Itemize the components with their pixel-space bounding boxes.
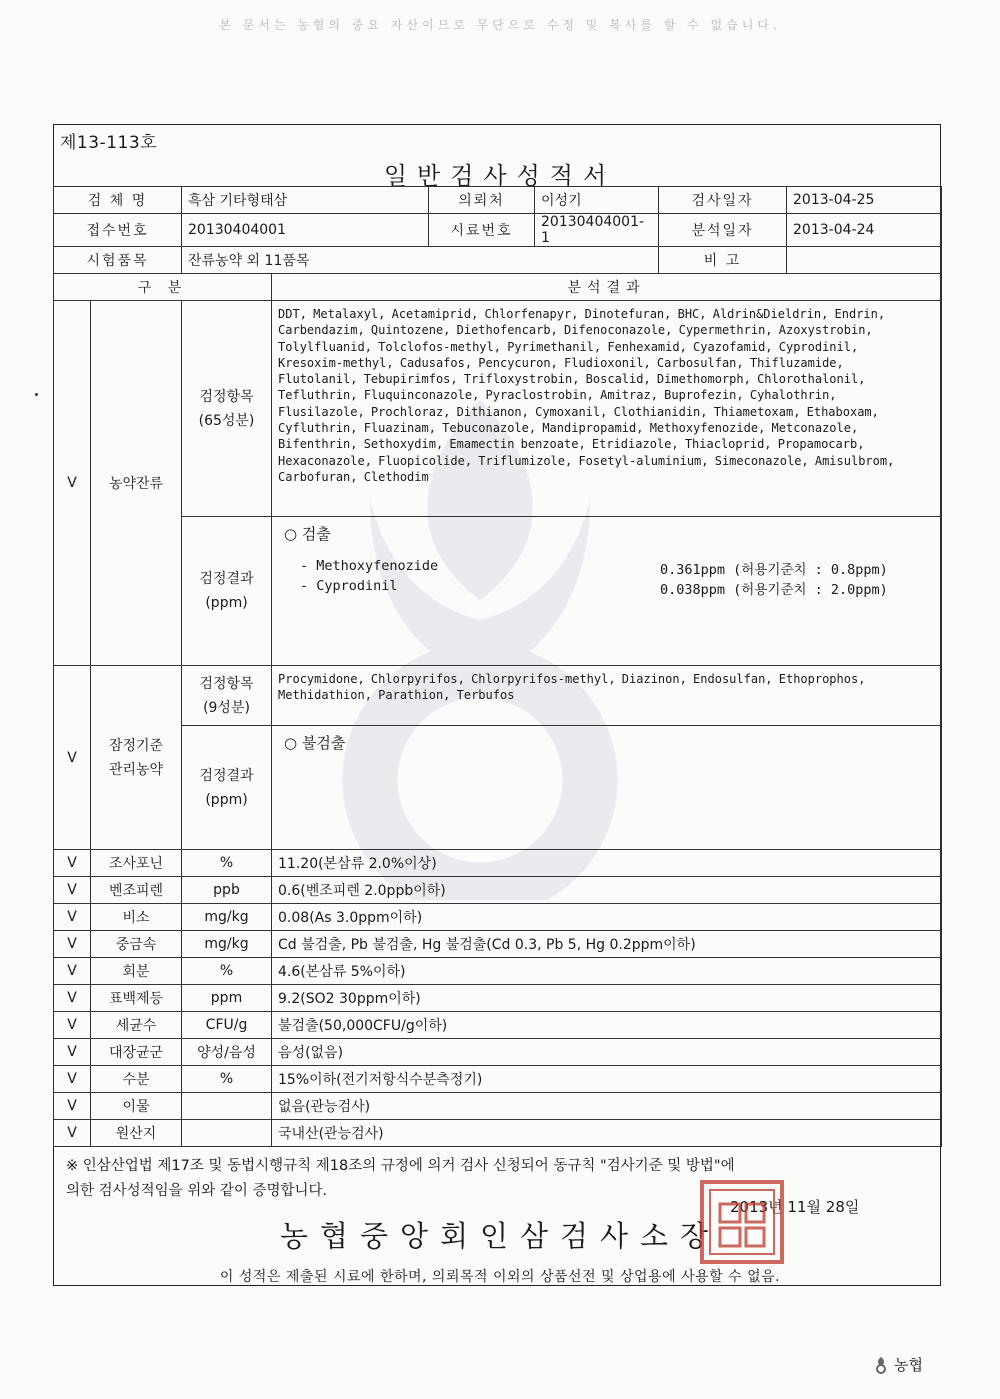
result-row	[54, 1093, 942, 1120]
issue-date: 2013년 11월 28일	[730, 1198, 860, 1216]
row-unit	[182, 1120, 272, 1147]
receipt-no-value: 20130404001	[182, 214, 429, 247]
header-row-1	[54, 187, 942, 214]
detection-line	[300, 578, 935, 598]
remarks-value	[787, 247, 942, 274]
top-notice: 본 문서는 농협의 중요 자산이므로 무단으로 수정 및 복사를 할 수 없습니다.	[219, 18, 781, 32]
test-items-label: 시험품목	[54, 247, 182, 274]
result-row	[54, 1039, 942, 1066]
row-name: 조사포닌	[91, 850, 182, 877]
footer-disclaimer: 이 성적은 제출된 시료에 한하며, 의뢰목적 이외의 상품선전 및 상업용에 사용할 수 없음.	[219, 1269, 781, 1285]
row-check: V	[54, 1039, 91, 1066]
row-unit: CFU/g	[182, 1012, 272, 1039]
row-name: 회분	[91, 958, 182, 985]
official-seal-stamp	[694, 1174, 790, 1270]
result-row	[54, 877, 942, 904]
row-result: 0.08(As 3.0ppm이하)	[272, 904, 942, 931]
row-result: 국내산(관능검사)	[272, 1120, 942, 1147]
detection-name: - Cyprodinil	[300, 578, 398, 594]
certification-note-line-2: 의한 검사성적임을 위와 같이 증명합니다.	[66, 1183, 328, 1199]
pesticide-item-line: Cyfluthrin, Fluazinam, Tebuconazole, Mandipropamid, Methoxyfenozide, Metconazole,	[278, 421, 859, 436]
sample-no-label: 시료번호	[429, 214, 535, 247]
row-result: 9.2(SO2 30ppm이하)	[272, 985, 942, 1012]
row-name: 표백제등	[91, 985, 182, 1012]
remarks-label: 비 고	[659, 247, 787, 274]
row-result: 음성(없음)	[272, 1039, 942, 1066]
row-check: V	[54, 1012, 91, 1039]
sample-no-value: 20130404001-1	[535, 214, 659, 247]
row-result: 0.6(벤조피렌 2.0ppb이하)	[272, 877, 942, 904]
row-check: V	[54, 1093, 91, 1120]
row-name: 비소	[91, 904, 182, 931]
provisional-items-label	[182, 666, 272, 726]
pesticide-item-line: Hexaconazole, Fluopicolide, Triflumizole, Fosetyl-aluminium, Simeconazole, Amisulbrom,	[278, 453, 895, 468]
result-row	[54, 1012, 942, 1039]
pesticide-item-line: Bifenthrin, Sethoxydim, Emamectin benzoate, Etridiazole, Thiacloprid, Propamocarb,	[278, 437, 865, 452]
provisional-result-label	[182, 726, 272, 850]
brand-mark	[872, 1354, 923, 1375]
document-number: 제13-113호	[60, 133, 158, 153]
pesticide-item-line: Flutolanil, Tebupirimfos, Trifloxystrobin, Boscalid, Dimethomorph, Chlorothalonil,	[278, 372, 866, 387]
test-items-value: 잔류농약 외 11품목	[182, 247, 659, 274]
row-check: V	[54, 850, 91, 877]
result-row	[54, 1066, 942, 1093]
pesticide-item-line: Carbendazim, Quintozene, Diethofencarb, Difenoconazole, Cypermethrin, Azoxystrobin,	[278, 323, 873, 338]
row-unit: %	[182, 1066, 272, 1093]
pesticide-item-line: Tefluthrin, Fluquinconazole, Pyraclostrobin, Amitraz, Buprofezin, Cyhalothrin,	[278, 388, 837, 403]
provisional-name-1: 잠정기준	[108, 737, 164, 754]
header-row-2	[54, 214, 942, 247]
provisional-result-row	[54, 726, 942, 850]
issuer-name: 농협중앙회인삼검사소장	[279, 1219, 721, 1253]
row-check: V	[54, 985, 91, 1012]
provisional-item-line: Methidathion, Parathion, Terbufos	[278, 688, 515, 703]
result-row	[54, 985, 942, 1012]
row-unit: ppm	[182, 985, 272, 1012]
provisional-check: V	[54, 666, 91, 850]
row-unit	[182, 1093, 272, 1120]
sample-name-label: 검 체 명	[54, 187, 182, 214]
pesticide-result	[272, 517, 942, 666]
provisional-items-label-1: 검정항목	[199, 675, 254, 692]
pesticide-item-line: Tolylfluanid, Tolclofos-methyl, Pyrimethanil, Fenhexamid, Cyazofamid, Cyprodinil,	[278, 339, 859, 354]
row-check: V	[54, 931, 91, 958]
pesticide-items-label-2: (65성분)	[198, 412, 255, 429]
result-row	[54, 904, 942, 931]
client-value: 이성기	[535, 187, 659, 214]
row-check: V	[54, 958, 91, 985]
row-name: 수분	[91, 1066, 182, 1093]
row-unit: %	[182, 850, 272, 877]
section-header-row	[54, 274, 942, 301]
pesticide-name: 농약잔류	[91, 301, 182, 666]
provisional-result-status: ○ 불검출	[284, 734, 346, 752]
header-row-3	[54, 247, 942, 274]
nonghyup-logo-icon	[872, 1356, 890, 1374]
provisional-result-label-2: (ppm)	[205, 791, 248, 808]
scan-dot	[35, 393, 38, 396]
pesticide-result-label-1: 검정결과	[199, 571, 254, 587]
result-row	[54, 958, 942, 985]
report-title: 일반검사성적서	[383, 162, 617, 190]
pesticide-item-line: Carbofuran, Clethodim	[278, 469, 429, 484]
row-name: 세균수	[91, 1012, 182, 1039]
brand-name: 농협	[894, 1356, 923, 1374]
pesticide-items-label	[182, 301, 272, 517]
provisional-items-label-2: (9성분)	[203, 699, 250, 716]
row-name: 원산지	[91, 1120, 182, 1147]
pesticide-item-line: DDT, Metalaxyl, Acetamiprid, Chlorfenapyr, Dinotefuran, BHC, Aldrin&Dieldrin, Endrin,	[278, 307, 886, 321]
result-row	[54, 850, 942, 877]
row-name: 벤조피렌	[91, 877, 182, 904]
row-unit: mg/kg	[182, 904, 272, 931]
detection-line	[300, 558, 935, 578]
receipt-no-label: 접수번호	[54, 214, 182, 247]
row-result: 15%이하(전기저항식수분측정기)	[272, 1066, 942, 1093]
pesticide-result-status: ○ 검출	[284, 525, 331, 543]
provisional-name	[91, 666, 182, 850]
row-unit: ppb	[182, 877, 272, 904]
detection-name: - Methoxyfenozide	[300, 558, 439, 574]
row-result: 불검출(50,000CFU/g이하)	[272, 1012, 942, 1039]
pesticide-items-label-1: 검정항목	[199, 388, 254, 405]
result-header: 분석결과	[272, 274, 942, 301]
result-row	[54, 931, 942, 958]
analysis-date-value: 2013-04-24	[787, 214, 942, 247]
division-header: 구 분	[54, 274, 272, 301]
analysis-date-label: 분석일자	[659, 214, 787, 247]
row-result: 없음(관능검사)	[272, 1093, 942, 1120]
provisional-items-row	[54, 666, 942, 726]
provisional-items-list	[272, 666, 942, 726]
row-check: V	[54, 1120, 91, 1147]
pesticide-result-label-2: (ppm)	[205, 595, 248, 611]
pesticide-item-line: Flusilazole, Prochloraz, Dithianon, Cymoxanil, Clothianidin, Thiametoxam, Ethaboxam,	[278, 404, 879, 419]
row-unit: %	[182, 958, 272, 985]
provisional-name-2: 관리농약	[108, 761, 164, 778]
row-name: 대장균군	[91, 1039, 182, 1066]
pesticide-items-row	[54, 301, 942, 517]
pesticide-result-row	[54, 517, 942, 666]
row-result: 11.20(본삼류 2.0%이상)	[272, 850, 942, 877]
client-label: 의뢰처	[429, 187, 535, 214]
report-table	[53, 186, 942, 1147]
result-row	[54, 1120, 942, 1147]
certification-note-line-1: ※ 인삼산업법 제17조 및 동법시행규칙 제18조의 규정에 의거 검사 신청되어 동규칙 "검사기준 및 방법"에	[66, 1158, 735, 1174]
row-name: 이물	[91, 1093, 182, 1120]
pesticide-result-label	[182, 517, 272, 666]
row-unit: 양성/음성	[182, 1039, 272, 1066]
provisional-item-line: Procymidone, Chlorpyrifos, Chlorpyrifos-methyl, Diazinon, Endosulfan, Ethoprophos,	[278, 672, 866, 686]
pesticide-check: V	[54, 301, 91, 666]
row-name: 중금속	[91, 931, 182, 958]
sample-name-value: 흑삼 기타형태삼	[182, 187, 429, 214]
row-check: V	[54, 877, 91, 904]
row-result: Cd 불검출, Pb 불검출, Hg 불검출(Cd 0.3, Pb 5, Hg 0.2ppm이하)	[272, 931, 942, 958]
row-unit: mg/kg	[182, 931, 272, 958]
pesticide-items-list	[272, 301, 942, 517]
row-check: V	[54, 1066, 91, 1093]
row-result: 4.6(본삼류 5%이하)	[272, 958, 942, 985]
provisional-result-label-1: 검정결과	[199, 767, 254, 784]
pesticide-item-line: Kresoxim-methyl, Cadusafos, Pencycuron, Fludioxonil, Carbosulfan, Thifluzamide,	[278, 355, 844, 370]
row-check: V	[54, 904, 91, 931]
inspection-date-label: 검사일자	[659, 187, 787, 214]
detection-value: 0.038ppm (허용기준치 : 2.0ppm)	[660, 582, 888, 598]
detection-value: 0.361ppm (허용기준치 : 0.8ppm)	[660, 562, 888, 578]
provisional-result	[272, 726, 942, 850]
inspection-date-value: 2013-04-25	[787, 187, 942, 214]
